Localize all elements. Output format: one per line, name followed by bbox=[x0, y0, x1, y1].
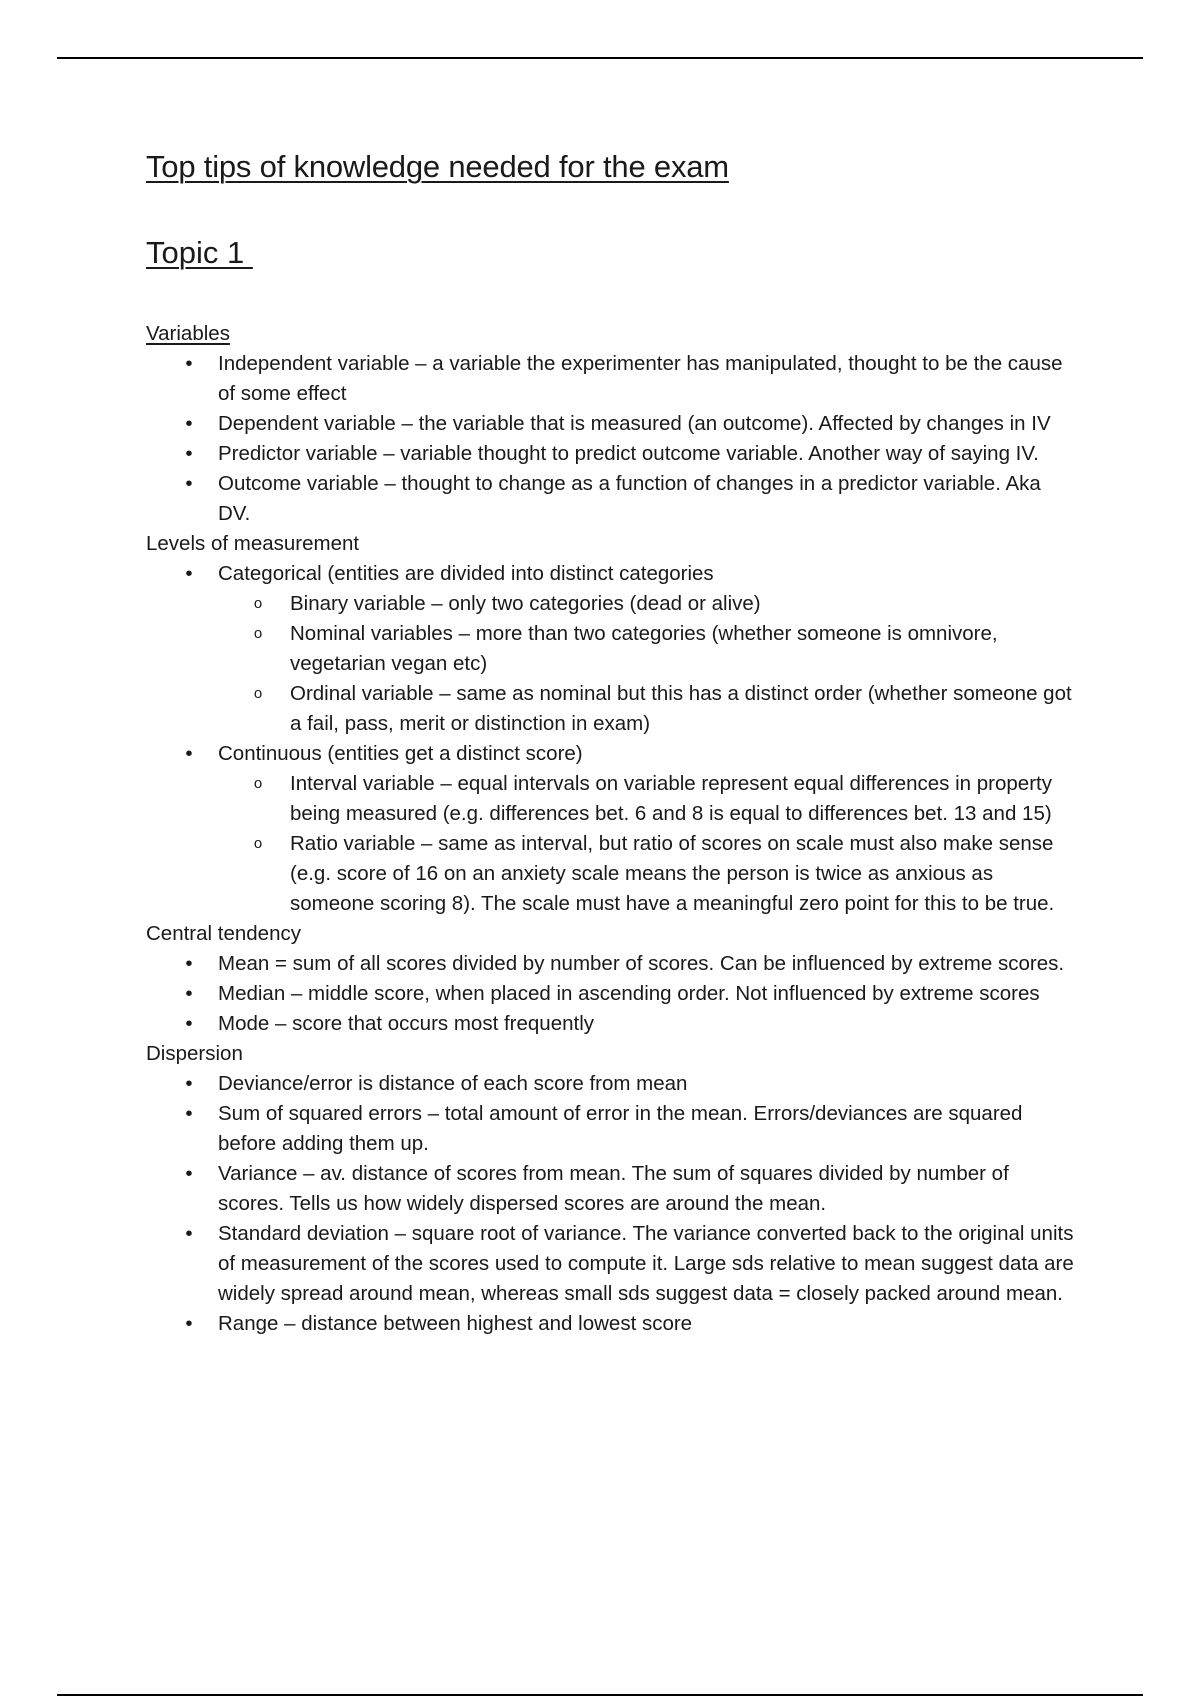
sub-list-item bbox=[217, 619, 1076, 679]
list-item bbox=[146, 469, 1076, 529]
sub-list-item-text: Binary variable – only two categories (dead or alive) bbox=[290, 592, 761, 615]
section-heading: Levels of measurement bbox=[146, 532, 360, 555]
list-item bbox=[146, 949, 1076, 979]
list-item bbox=[146, 1159, 1076, 1219]
sub-list-item bbox=[217, 679, 1076, 739]
circle-bullet-icon: o bbox=[253, 625, 263, 642]
list-item-text: Standard deviation – square root of variance. The variance converted back to the original units of measurement of the scores used to compute it. Large sds relative to mean suggest data are widely spread around mean, whereas small sds suggest data = closely packed around mean. bbox=[218, 1222, 1074, 1305]
section-heading: Central tendency bbox=[146, 922, 301, 945]
circle-bullet-icon: o bbox=[253, 685, 263, 702]
bullet-list bbox=[146, 1069, 1076, 1339]
bullet-icon: • bbox=[185, 442, 193, 465]
section-central-tendency bbox=[146, 919, 1076, 1039]
circle-bullet-icon: o bbox=[253, 595, 263, 612]
bullet-icon: • bbox=[185, 412, 193, 435]
document-body bbox=[146, 145, 1076, 1339]
sub-list-item-text: Ordinal variable – same as nominal but this has a distinct order (whether someone got a fail, pass, merit or distinction in exam) bbox=[290, 682, 1072, 735]
circle-bullet-icon: o bbox=[253, 835, 263, 852]
list-item-text: Variance – av. distance of scores from mean. The sum of squares divided by number of scores. Tells us how widely dispersed scores are around the mean. bbox=[218, 1162, 1009, 1215]
bullet-icon: • bbox=[185, 352, 193, 375]
list-item-text: Mean = sum of all scores divided by number of scores. Can be influenced by extreme scores. bbox=[218, 952, 1065, 975]
bullet-icon: • bbox=[185, 1102, 193, 1125]
list-item bbox=[146, 349, 1076, 409]
list-item-text: Sum of squared errors – total amount of error in the mean. Errors/deviances are squared before adding them up. bbox=[218, 1102, 1023, 1155]
list-item-text: Mode – score that occurs most frequently bbox=[218, 1012, 595, 1035]
footer-rule bbox=[57, 1694, 1143, 1696]
circle-bullet-icon: o bbox=[253, 775, 263, 792]
list-item-text: Range – distance between highest and lowest score bbox=[218, 1312, 693, 1335]
bullet-list bbox=[146, 349, 1076, 529]
list-item bbox=[146, 559, 1076, 739]
list-item-text: Continuous (entities get a distinct score) bbox=[218, 742, 583, 765]
bullet-icon: • bbox=[185, 1012, 193, 1035]
list-item bbox=[146, 1009, 1076, 1039]
list-item bbox=[146, 739, 1076, 919]
bullet-list bbox=[146, 559, 1076, 919]
section-levels-of-measurement bbox=[146, 529, 1076, 919]
bullet-icon: • bbox=[185, 562, 193, 585]
sub-list-item-text: Nominal variables – more than two categories (whether someone is omnivore, vegetarian vegan etc) bbox=[290, 622, 998, 675]
list-item-text: Predictor variable – variable thought to predict outcome variable. Another way of saying IV. bbox=[218, 442, 1039, 465]
sub-list-item-text: Ratio variable – same as interval, but ratio of scores on scale must also make sense (e.g. score of 16 on an anxiety scale means the person is twice as anxious as someone scoring 8). The scale must have a meaningful zero point for this to be true. bbox=[290, 832, 1055, 915]
list-item bbox=[146, 979, 1076, 1009]
header-rule bbox=[57, 57, 1143, 59]
list-item bbox=[146, 1219, 1076, 1309]
bullet-icon: • bbox=[185, 1162, 193, 1185]
list-item-text: Categorical (entities are divided into distinct categories bbox=[218, 562, 714, 585]
list-item bbox=[146, 439, 1076, 469]
topic-heading: Topic 1 bbox=[146, 235, 253, 270]
bullet-icon: • bbox=[185, 472, 193, 495]
list-item bbox=[146, 1069, 1076, 1099]
page-title: Top tips of knowledge needed for the exam bbox=[146, 149, 729, 184]
list-item bbox=[146, 409, 1076, 439]
bullet-icon: • bbox=[185, 742, 193, 765]
list-item-text: Deviance/error is distance of each score from mean bbox=[218, 1072, 688, 1095]
bullet-icon: • bbox=[185, 1222, 193, 1245]
bullet-icon: • bbox=[185, 1312, 193, 1335]
section-heading: Variables bbox=[146, 322, 230, 345]
list-item-text: Dependent variable – the variable that is measured (an outcome). Affected by changes in IV bbox=[218, 412, 1051, 435]
bullet-icon: • bbox=[185, 982, 193, 1005]
list-item bbox=[146, 1099, 1076, 1159]
bullet-list bbox=[146, 949, 1076, 1039]
sub-list-item bbox=[217, 589, 1076, 619]
list-item-text: Independent variable – a variable the experimenter has manipulated, thought to be the cause of some effect bbox=[218, 352, 1063, 405]
sub-list-item-text: Interval variable – equal intervals on variable represent equal differences in property being measured (e.g. differences bet. 6 and 8 is equal to differences bet. 13 and 15) bbox=[290, 772, 1052, 825]
sub-bullet-list bbox=[218, 769, 1076, 919]
bullet-icon: • bbox=[185, 1072, 193, 1095]
sub-bullet-list bbox=[218, 589, 1076, 739]
sub-list-item bbox=[217, 769, 1076, 829]
section-heading: Dispersion bbox=[146, 1042, 243, 1065]
section-dispersion bbox=[146, 1039, 1076, 1339]
list-item-text: Median – middle score, when placed in ascending order. Not influenced by extreme scores bbox=[218, 982, 1040, 1005]
sub-list-item bbox=[217, 829, 1076, 919]
list-item-text: Outcome variable – thought to change as a function of changes in a predictor variable. Aka DV. bbox=[218, 472, 1041, 525]
list-item bbox=[146, 1309, 1076, 1339]
section-variables bbox=[146, 319, 1076, 529]
bullet-icon: • bbox=[185, 952, 193, 975]
